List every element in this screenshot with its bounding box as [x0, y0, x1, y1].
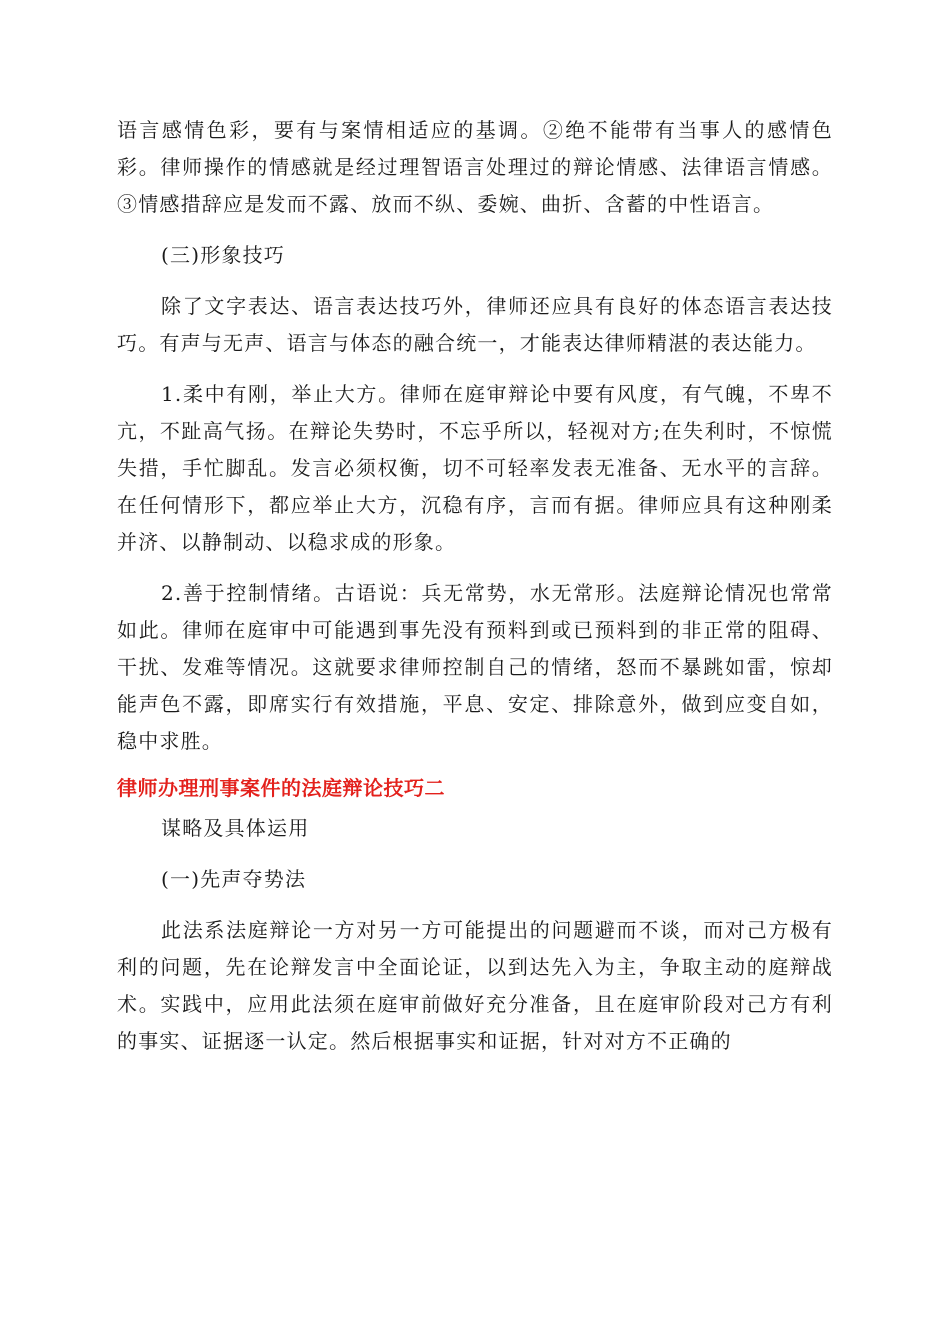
body-paragraph: 语言感情色彩，要有与案情相适应的基调。②绝不能带有当事人的感情色彩。律师操作的情感就是经过理智语言处理过的辩论情感、法律语言情感。③情感措辞应是发而不露、放而不纵、委婉、曲折、含蓄的中性语言。 — [117, 118, 833, 216]
body-paragraph: 2.善于控制情绪。古语说：兵无常势，水无常形。法庭辩论情况也常常如此。律师在庭审中可能遇到事先没有预料到或已预料到的非正常的阻碍、干扰、发难等情况。这就要求律师控制自己的情绪，怒而不暴跳如雷，惊却能声色不露，即席实行有效措施，平息、安定、排除意外，做到应变自如，稳中求胜。 — [117, 581, 833, 753]
section-heading: 律师办理刑事案件的法庭辩论技巧二 — [117, 776, 445, 800]
subsection-title: 谋略及具体运用 — [161, 816, 310, 840]
section-title: (一)先声夺势法 — [161, 867, 307, 891]
body-paragraph: 此法系法庭辩论一方对另一方可能提出的问题避而不谈，而对己方极有利的问题，先在论辩发言中全面论证，以到达先入为主，争取主动的庭辩战术。实践中，应用此法须在庭审前做好充分准备，且在庭审阶段对己方有利的事实、证据逐一认定。然后根据事实和证据，针对对方不正确的 — [117, 918, 833, 1053]
section-title: (三)形象技巧 — [161, 243, 286, 267]
body-paragraph: 除了文字表达、语言表达技巧外，律师还应具有良好的体态语言表达技巧。有声与无声、语言与体态的融合统一，才能表达律师精湛的表达能力。 — [117, 294, 833, 355]
document-page — [117, 112, 833, 1060]
body-paragraph: 1.柔中有刚，举止大方。律师在庭审辩论中要有风度，有气魄，不卑不亢，不趾高气扬。在辩论失势时，不忘乎所以，轻视对方;在失利时，不惊慌失措，手忙脚乱。发言必须权衡，切不可轻率发表无准备、无水平的言辞。在任何情形下，都应举止大方，沉稳有序，言而有据。律师应具有这种刚柔并济、以静制动、以稳求成的形象。 — [117, 382, 833, 554]
